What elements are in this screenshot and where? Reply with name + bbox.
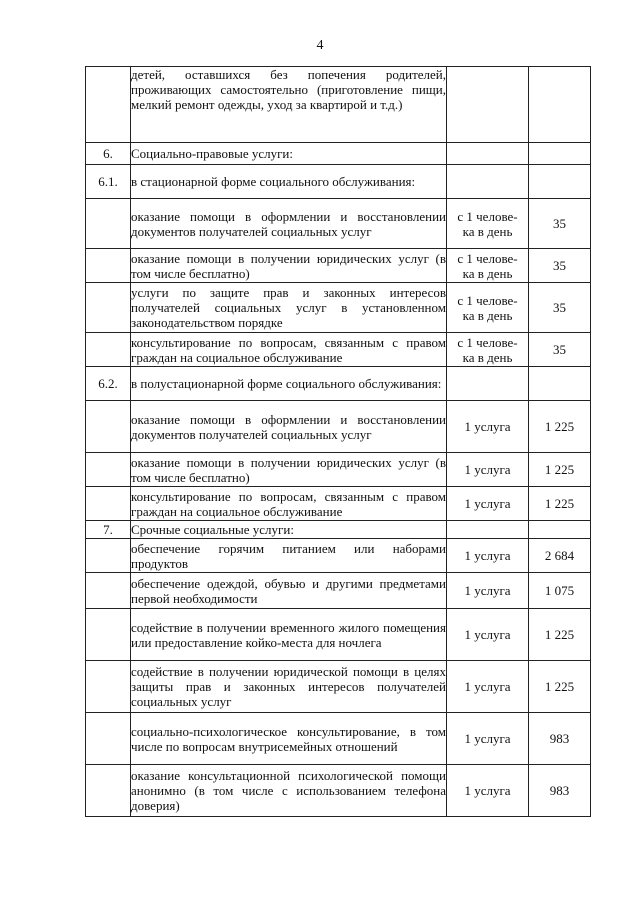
section-title: Социально-правовые услуги: (131, 143, 447, 165)
service-description: оказание консультационной психологической помощи анонимно (в том числе с использованием телефона доверия) (131, 765, 447, 817)
service-description: социально-психологическое консультирование, в том числе по вопросам внутрисемейных отношений (131, 713, 447, 765)
unit-cell (447, 401, 529, 453)
row-number (86, 661, 131, 713)
unit-cell (447, 143, 529, 165)
service-description: детей, оставшихся без попечения родителей, проживающих самостоятельно (приготовление пищи, мелкий ремонт одежды, уход за квартирой и т.д.) (131, 67, 447, 143)
service-description: консультирование по вопросам, связанным с правом граждан на социальное обслуживание (131, 488, 446, 519)
unit-text: 1 услуга (464, 419, 511, 434)
unit-cell (447, 609, 529, 661)
unit-cell (447, 199, 529, 249)
table-row (86, 283, 591, 333)
unit-cell (447, 165, 529, 199)
service-description: оказание помощи в оформлении и восстановлении документов получателей социальных услуг (131, 199, 447, 249)
price-cell: 1 225 (529, 609, 591, 661)
unit-text: с 1 челове- (457, 334, 518, 350)
unit-text-2: ка в день (462, 223, 513, 239)
service-description: оказание помощи в оформлении и восстановлении документов получателей социальных услуг (131, 401, 447, 453)
price-cell (529, 521, 591, 539)
row-number (86, 283, 131, 333)
unit-text: 1 услуга (464, 783, 511, 798)
price-cell: 35 (529, 249, 591, 283)
unit-cell (447, 573, 529, 609)
row-number (86, 453, 131, 487)
unit-cell (447, 67, 529, 143)
price-cell: 983 (529, 765, 591, 817)
table-row (86, 661, 591, 713)
table-row (86, 333, 591, 367)
row-number: 7. (86, 521, 131, 539)
price-cell: 35 (529, 333, 591, 367)
service-description: услуги по защите прав и законных интересов получателей социальных услуг в установленном законодательством порядке (131, 283, 447, 333)
subsection-title: в полустационарной форме социального обслуживания: (131, 367, 447, 401)
table-row (86, 401, 591, 453)
unit-text: 1 услуга (464, 627, 511, 642)
service-description: обеспечение одеждой, обувью и другими предметами первой необходимости (131, 573, 447, 609)
unit-cell (447, 661, 529, 713)
table-row (86, 199, 591, 249)
row-number: 6.2. (86, 367, 131, 401)
row-number (86, 199, 131, 249)
price-cell (529, 143, 591, 165)
unit-text: с 1 челове- (457, 208, 518, 224)
price-cell: 1 225 (529, 661, 591, 713)
row-number (86, 609, 131, 661)
row-number (86, 67, 131, 143)
unit-text: 1 услуга (464, 679, 511, 694)
unit-cell (447, 521, 529, 539)
price-cell (529, 67, 591, 143)
row-number (86, 539, 131, 573)
row-number (86, 487, 131, 521)
table-row (86, 573, 591, 609)
subsection-title: в стационарной форме социального обслуживания: (131, 165, 447, 199)
section-title: Срочные социальные услуги: (131, 521, 447, 539)
unit-text-2: ка в день (462, 307, 513, 323)
row-number (86, 249, 131, 283)
subsection-row (86, 367, 591, 401)
service-description: обеспечение горячим питанием или наборами продуктов (131, 540, 446, 571)
table-row (86, 67, 591, 143)
services-table (85, 66, 591, 817)
unit-cell (447, 765, 529, 817)
row-number (86, 765, 131, 817)
service-description: оказание помощи в получении юридических услуг (в том числе бесплатно) (131, 250, 446, 281)
row-number (86, 573, 131, 609)
price-cell: 2 684 (529, 539, 591, 573)
price-cell: 35 (529, 199, 591, 249)
section-row (86, 521, 591, 539)
unit-text-2: ка в день (462, 349, 513, 365)
unit-cell (447, 539, 529, 573)
service-description: оказание помощи в получении юридических услуг (в том числе бесплатно) (131, 454, 446, 485)
unit-text: 1 услуга (464, 548, 511, 563)
price-cell: 35 (529, 283, 591, 333)
unit-cell (447, 249, 529, 283)
unit-cell (447, 367, 529, 401)
subsection-row (86, 165, 591, 199)
price-cell (529, 367, 591, 401)
table-row (86, 713, 591, 765)
table-row (86, 487, 591, 521)
row-number (86, 713, 131, 765)
price-cell: 1 225 (529, 487, 591, 521)
row-number: 6. (86, 143, 131, 165)
service-description: консультирование по вопросам, связанным с правом граждан на социальное обслуживание (131, 334, 446, 365)
section-row (86, 143, 591, 165)
page-number: 4 (316, 38, 324, 53)
table-row (86, 539, 591, 573)
price-cell: 1 225 (529, 453, 591, 487)
service-description: содействие в получении юридической помощи в целях защиты прав и законных интересов получателей социальных услуг (131, 661, 447, 713)
table-row (86, 765, 591, 817)
unit-text: 1 услуга (464, 462, 511, 477)
table-row (86, 609, 591, 661)
table-row (86, 249, 591, 283)
row-number: 6.1. (86, 165, 131, 199)
unit-cell (447, 453, 529, 487)
unit-text-2: ка в день (462, 265, 513, 281)
table-row (86, 453, 591, 487)
price-cell (529, 165, 591, 199)
row-number (86, 401, 131, 453)
unit-cell (447, 713, 529, 765)
unit-text: с 1 челове- (457, 250, 518, 266)
price-cell: 983 (529, 713, 591, 765)
unit-cell (447, 487, 529, 521)
unit-text: 1 услуга (464, 731, 511, 746)
price-cell: 1 225 (529, 401, 591, 453)
unit-text: 1 услуга (464, 583, 511, 598)
row-number (86, 333, 131, 367)
unit-text: 1 услуга (464, 496, 511, 511)
price-cell: 1 075 (529, 573, 591, 609)
unit-cell (447, 333, 529, 367)
unit-text: с 1 челове- (457, 292, 518, 308)
unit-cell (447, 283, 529, 333)
service-description: содействие в получении временного жилого помещения или предоставление койко-места для ночлега (131, 609, 447, 661)
